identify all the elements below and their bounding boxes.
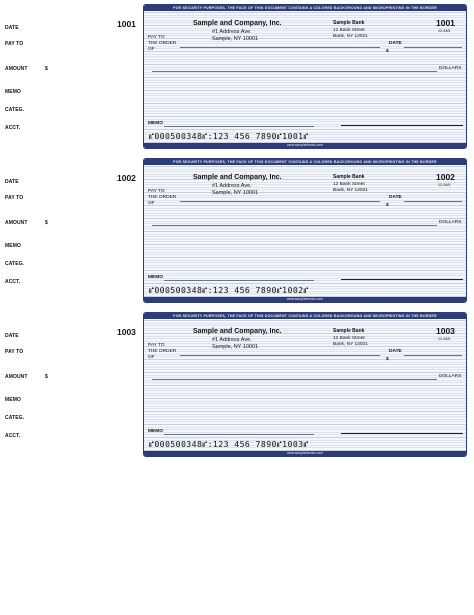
- pay-to-label: [148, 35, 176, 53]
- security-band: FOR SECURITY PURPOSES, THE FACE OF THIS DOCUMENT CONTAINS A COLORED BACKGROUND AND MICROPRINTING IN THE BORDER: [144, 5, 466, 11]
- written-amount-field[interactable]: [152, 379, 437, 380]
- stub-amount-label: AMOUNT: [5, 374, 28, 380]
- stub-categ-label: CATEG.: [5, 107, 25, 113]
- bank-address-line1: 12 Bank Street: [333, 336, 365, 341]
- stub-date-label: DATE: [5, 333, 19, 339]
- company-name: Sample and Company, Inc.: [193, 328, 282, 335]
- stub-dollar-sign: $: [45, 220, 48, 226]
- memo-label: MEMO: [148, 429, 163, 434]
- written-amount-field[interactable]: [152, 71, 437, 72]
- stub-acct-label: ACCT.: [5, 125, 21, 131]
- amount-dollar-sign: $: [386, 357, 389, 362]
- pay-to-line3: OF: [148, 355, 155, 360]
- memo-field[interactable]: [164, 126, 314, 127]
- check-stub: [0, 158, 142, 308]
- dollars-label: DOLLARS: [439, 374, 462, 379]
- date-label: DATE: [389, 41, 402, 46]
- payee-field[interactable]: [180, 355, 380, 356]
- bank-address: [333, 336, 368, 348]
- written-amount-field[interactable]: [152, 225, 437, 226]
- amount-dollar-sign: $: [386, 203, 389, 208]
- stub-amount-label: AMOUNT: [5, 66, 28, 72]
- stub-pay-to-label: PAY TO: [5, 195, 24, 201]
- check-row-1002: [0, 158, 474, 308]
- memo-label: MEMO: [148, 275, 163, 280]
- pay-to-line3: OF: [148, 201, 155, 206]
- amount-field[interactable]: [392, 357, 462, 363]
- security-band: FOR SECURITY PURPOSES, THE FACE OF THIS DOCUMENT CONTAINS A COLORED BACKGROUND AND MICROPRINTING IN THE BORDER: [144, 313, 466, 319]
- company-address-line2: Sample, NY 10001: [212, 190, 259, 196]
- check-stub: [0, 312, 142, 462]
- company-address: [212, 29, 258, 43]
- bank-address: [333, 28, 368, 40]
- security-band: FOR SECURITY PURPOSES, THE FACE OF THIS DOCUMENT CONTAINS A COLORED BACKGROUND AND MICROPRINTING IN THE BORDER: [144, 159, 466, 165]
- check-number: 1002: [436, 172, 455, 182]
- micr-line: ⑈000500348⑈:123 456 7890⑈1002⑈: [149, 285, 309, 295]
- footer-band: www.samplechecks.com: [144, 451, 466, 456]
- payee-field[interactable]: [180, 47, 380, 48]
- amount-field[interactable]: [392, 203, 462, 209]
- stub-pay-to-label: PAY TO: [5, 41, 24, 47]
- pay-to-line1: PAY TO: [148, 189, 165, 194]
- check-row-1003: [0, 312, 474, 462]
- micr-line: ⑈000500348⑈:123 456 7890⑈1003⑈: [149, 439, 309, 449]
- stub-memo-label: MEMO: [5, 243, 21, 249]
- check-number: 1003: [436, 326, 455, 336]
- pay-to-label: [148, 189, 176, 207]
- pay-to-line1: PAY TO: [148, 343, 165, 348]
- check-body: [143, 4, 467, 149]
- stub-date-label: DATE: [5, 179, 19, 185]
- stub-pay-to-label: PAY TO: [5, 349, 24, 355]
- signature-line[interactable]: [341, 433, 463, 434]
- routing-fraction: 12-34/5: [438, 337, 451, 341]
- stub-memo-label: MEMO: [5, 89, 21, 95]
- stub-check-number: 1002: [117, 173, 136, 183]
- stub-memo-label: MEMO: [5, 397, 21, 403]
- stub-acct-label: ACCT.: [5, 279, 21, 285]
- check-body: [143, 158, 467, 303]
- company-name: Sample and Company, Inc.: [193, 174, 282, 181]
- stub-categ-label: CATEG.: [5, 261, 25, 267]
- stub-check-number: 1001: [117, 19, 136, 29]
- payee-field[interactable]: [180, 201, 380, 202]
- bank-address-line2: Bank, NY 13021: [333, 342, 368, 347]
- date-field[interactable]: [404, 201, 462, 202]
- memo-field[interactable]: [164, 280, 314, 281]
- pay-to-line2: THE ORDER: [148, 195, 177, 200]
- stub-date-label: DATE: [5, 25, 19, 31]
- bank-address-line2: Bank, NY 13021: [333, 188, 368, 193]
- footer-band: www.samplechecks.com: [144, 297, 466, 302]
- date-field[interactable]: [404, 47, 462, 48]
- date-field[interactable]: [404, 355, 462, 356]
- pay-to-line3: OF: [148, 47, 155, 52]
- company-address-line2: Sample, NY 10001: [212, 344, 259, 350]
- company-address-line1: #1 Address Ave.: [212, 29, 252, 35]
- stub-check-number: 1003: [117, 327, 136, 337]
- stub-amount-label: AMOUNT: [5, 220, 28, 226]
- company-address: [212, 183, 258, 197]
- footer-band: www.samplechecks.com: [144, 143, 466, 148]
- bank-address: [333, 182, 368, 194]
- check-body: [143, 312, 467, 457]
- pay-to-line2: THE ORDER: [148, 41, 177, 46]
- check-row-1001: [0, 4, 474, 154]
- micr-line: ⑈000500348⑈:123 456 7890⑈1001⑈: [149, 131, 309, 141]
- pay-to-line2: THE ORDER: [148, 349, 177, 354]
- amount-dollar-sign: $: [386, 49, 389, 54]
- dollars-label: DOLLARS: [439, 220, 462, 225]
- routing-fraction: 12-34/5: [438, 29, 451, 33]
- bank-name: Sample Bank: [333, 328, 365, 334]
- date-label: DATE: [389, 349, 402, 354]
- bank-name: Sample Bank: [333, 20, 365, 26]
- bank-address-line2: Bank, NY 13021: [333, 34, 368, 39]
- pay-to-label: [148, 343, 176, 361]
- company-address-line2: Sample, NY 10001: [212, 36, 259, 42]
- bank-name: Sample Bank: [333, 174, 365, 180]
- memo-field[interactable]: [164, 434, 314, 435]
- amount-field[interactable]: [392, 49, 462, 55]
- dollars-label: DOLLARS: [439, 66, 462, 71]
- stub-acct-label: ACCT.: [5, 433, 21, 439]
- pay-to-line1: PAY TO: [148, 35, 165, 40]
- signature-line[interactable]: [341, 279, 463, 280]
- company-address-line1: #1 Address Ave.: [212, 337, 252, 343]
- bank-address-line1: 12 Bank Street: [333, 28, 365, 33]
- stub-categ-label: CATEG.: [5, 415, 25, 421]
- stub-dollar-sign: $: [45, 374, 48, 380]
- memo-label: MEMO: [148, 121, 163, 126]
- date-label: DATE: [389, 195, 402, 200]
- company-name: Sample and Company, Inc.: [193, 20, 282, 27]
- signature-line[interactable]: [341, 125, 463, 126]
- stub-dollar-sign: $: [45, 66, 48, 72]
- company-address: [212, 337, 258, 351]
- bank-address-line1: 12 Bank Street: [333, 182, 365, 187]
- company-address-line1: #1 Address Ave.: [212, 183, 252, 189]
- routing-fraction: 12-34/5: [438, 183, 451, 187]
- check-stub: [0, 4, 142, 154]
- check-number: 1001: [436, 18, 455, 28]
